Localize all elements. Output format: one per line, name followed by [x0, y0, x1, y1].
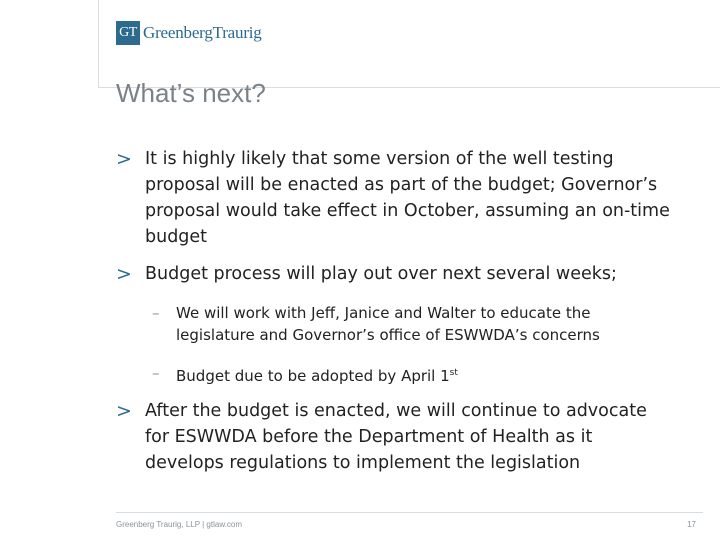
bullet-marker: >: [116, 263, 132, 285]
logo-initials: GT: [116, 21, 140, 45]
sub-bullet-text: We will work with Jeff, Janice and Walter to educate the legislature and Governor’s office of ESWWDA’s concerns: [176, 304, 600, 344]
page-number: 17: [687, 520, 696, 529]
ordinal-suffix: st: [449, 368, 458, 378]
bullet-text: After the budget is enacted, we will continue to advocate for ESWWDA before the Department of Health as it develops regulations to implement the legislation: [145, 401, 647, 473]
header-vertical-rule: [98, 0, 99, 88]
sub-bullet-marker: –: [152, 304, 160, 322]
bullet-marker: >: [116, 400, 132, 422]
footer-text: Greenberg Traurig, LLP | gtlaw.com: [116, 520, 242, 529]
bullet-2: [116, 261, 676, 287]
bullet-text: It is highly likely that some version of the well testing proposal will be enacted as part of the budget; Governor’s proposal would take effect in October, assuming an on-time budget: [145, 149, 670, 247]
sub-bullet-main: Budget due to be adopted by April 1: [176, 367, 450, 385]
logo-wordmark: GreenbergTraurig: [143, 23, 262, 42]
bullet-text: Budget process will play out over next several weeks;: [145, 264, 617, 284]
footer-rule: [116, 512, 703, 513]
company-logo: [116, 18, 262, 48]
sub-bullet-text: [176, 362, 672, 387]
sub-bullet-2: [152, 362, 672, 387]
sub-bullet-marker: –: [152, 364, 160, 382]
slide-title: What’s next?: [116, 78, 266, 108]
sub-bullet-1: [152, 302, 672, 346]
bullet-marker: >: [116, 148, 132, 170]
bullet-3: [116, 398, 676, 476]
bullet-1: [116, 146, 676, 250]
